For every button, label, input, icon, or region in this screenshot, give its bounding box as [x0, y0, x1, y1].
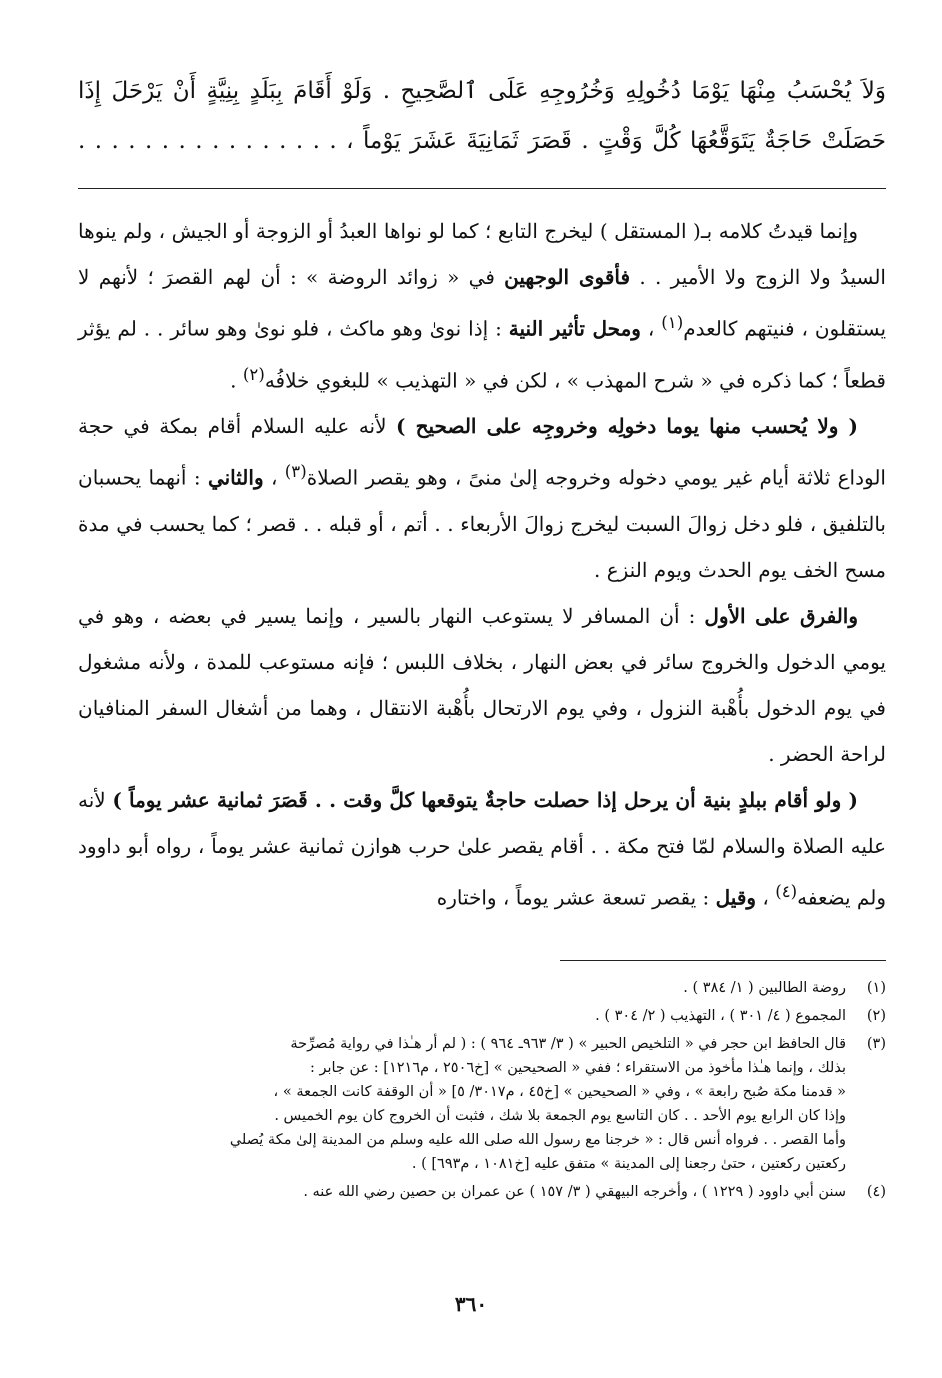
footnote-ref[interactable]: (٣): [284, 462, 307, 482]
footnote-text: [78, 1032, 846, 1176]
bold-run: فأقوى الوجهين: [504, 265, 631, 289]
matn-line: حَصَلَتْ حَاجَةٌ يَتَوَقَّعُهَا كُلَّ وَقْتٍ . قَصَرَ ثَمَانِيَةَ عَشَرَ يَوْماً ، . . . . . . . . . . . . . . . .: [78, 128, 886, 154]
matn-text: [78, 66, 886, 166]
footnote-ref[interactable]: (١): [661, 313, 684, 332]
footnote-line: سنن أبي داوود ( ١٢٢٩ ) ، وأخرجه البيهقي ( ٣/ ١٥٧ ) عن عمران بن حصين رضي الله عنه .: [303, 1184, 846, 1200]
footnote-text: [78, 1004, 846, 1028]
text-run: في « زوائد الروضة » : أن لهم القصرَ ؛ لأنهم لا يستقلون ، فنيتهم كالعدم: [78, 265, 887, 341]
bold-run: ( ولو أقام ببلدٍ بنية أن يرحل إذا حصلت حاجةٌ يتوقعها كلَّ وقت . . قَصَرَ ثمانية عشر يوماً ): [112, 787, 858, 812]
commentary-text: [78, 208, 886, 921]
text-run: وإنما قيدتُ كلامه بـ( المستقل ) ليخرج التابع ؛ كما لو نواها العبدُ أو الزوجة أو الجيش ، ولم ينوها السيدُ ولا الزوج ولا الأمير . .: [78, 219, 886, 289]
footnote-text: [78, 976, 846, 1000]
footnote-line: وإذا كان الرابع يوم الأحد . . كان التاسع يوم الجمعة بلا شك ، فثبت أن الخروج كان يوم الخميس .: [274, 1108, 846, 1124]
footnote-number: (٣): [866, 1036, 886, 1052]
footnote: [78, 1004, 886, 1028]
footnote-line: وأما القصر . . فرواه أنس قال : « خرجنا مع رسول الله صلى الله عليه وسلم من المدينة إلىٰ مكة يُصلي: [229, 1132, 846, 1148]
footnote-line: بذلك ، وإنما هـٰذا مأخوذ من الاستقراء ؛ ففي « الصحيحين » [خ٢٥٠٦ ، م١٢١٦] : عن جابر :: [309, 1060, 846, 1076]
footnote: [78, 1032, 886, 1176]
footnote-line: المجموع ( ٤/ ٣٠١ ) ، التهذيب ( ٢/ ٣٠٤ ) .: [595, 1008, 846, 1024]
footnote-ref[interactable]: (٢): [242, 364, 265, 384]
bold-run: ومحل تأثير النية: [508, 316, 641, 341]
text-run: .: [230, 368, 243, 393]
commentary-paragraph: [78, 403, 886, 593]
bold-run: والفرق على الأول: [704, 603, 859, 628]
text-run: : إذا نوىٰ وهو ماكث ، فلو نوىٰ وهو سائر . . لم يؤثر قطعاً ؛ كما ذكره في « شرح المهذب » ، لكن في « التهذيب » للبغوي خلافُه: [78, 316, 886, 393]
commentary-paragraph: [78, 208, 886, 403]
footnote-line: « قدمنا مكة صُبح رابعة » ، وفي « الصحيحين » [خ٤٥ ، م٣٠١٧/ ٥] « أن الوقفة كانت الجمعة » ،: [273, 1084, 846, 1100]
text-run: لأنه عليه السلام أقام بمكة في حجة الوداع ثلاثة أيام غير يومي دخوله وخروجه إلىٰ منىً ، وهو يقصر الصلاة: [78, 414, 886, 490]
bold-run: والثاني: [207, 465, 264, 490]
footnote-line: قال الحافظ ابن حجر في « التلخيص الحبير » ( ٣/ ٩٦٣ـ ٩٦٤ ) : ( لم أر هـٰذا في رواية مُصرِّحة: [290, 1036, 846, 1052]
matn-separator: [78, 188, 886, 189]
footnote-line: ركعتين ركعتين ، حتىٰ رجعنا إلى المدينة » متفق عليه [خ١٠٨١ ، م٦٩٣] ) .: [411, 1156, 846, 1172]
bold-run: ( ولا يُحسب منها يوما دخولِه وخروجِه على الصحيح ): [396, 414, 859, 439]
footnote-number: (١): [866, 980, 886, 996]
text-run: : أن المسافر لا يستوعب النهار بالسير ، وإنما يسير في بعضه ، وهو في يومي الدخول والخروج سائر في بعض النهار ، بخلاف اللبس ؛ فإنه مستوعب للمدة ، ولأنه مشغول في يوم الدخول بأُهْبة النزول ، وفي يوم الارتحال بأُهْبة الانتقال ، وهما من أشغال السفر المنافيان لراحة الحضر .: [78, 603, 886, 766]
footnote-number: (٢): [866, 1008, 886, 1024]
footnote-text: [78, 1180, 846, 1204]
text-run: : أنهما يحسبان بالتلفيق ، فلو دخل زوالَ السبت ليخرج زوالَ الأربعاء . . أتم ، أو قبله . . قصر ؛ كما يحسب في مدة مسح الخف يوم الحدث ويوم النزع .: [78, 465, 886, 582]
text-run: : يقصر تسعة عشر يوماً ، واختاره: [436, 885, 716, 910]
page-number: ٣٦٠: [454, 1292, 488, 1316]
commentary-paragraph: [78, 777, 886, 921]
bold-run: وقيل: [715, 885, 757, 910]
footnote: [78, 976, 886, 1000]
matn-line: وَلاَ يُحْسَبُ مِنْهَا يَوْمَا دُخُولِهِ وَخُرُوجِهِ عَلَى ٱلصَّحِيحِ . وَلَوْ أَقَامَ بِبَلَدٍ بِنِيَّةٍ أَنْ يَرْحَلَ إِذَا: [78, 78, 886, 104]
text-run: لأنه عليه الصلاة والسلام لمّا فتح مكة . . أقام يقصر علىٰ حرب هوازن ثمانية عشر يوماً ، رواه أبو داوود ولم يضعفه: [78, 787, 886, 910]
footnote: [78, 1180, 886, 1204]
text-run: ،: [263, 465, 285, 490]
commentary-paragraph: [78, 593, 886, 777]
footnote-ref[interactable]: (٤): [775, 881, 798, 901]
footnote-line: روضة الطالبين ( ١/ ٣٨٤ ) .: [683, 980, 846, 996]
text-run: ،: [756, 885, 776, 910]
footnotes: [78, 976, 886, 1208]
footnote-separator: [560, 960, 886, 961]
text-run: ،: [640, 316, 662, 341]
footnote-number: (٤): [866, 1184, 886, 1200]
